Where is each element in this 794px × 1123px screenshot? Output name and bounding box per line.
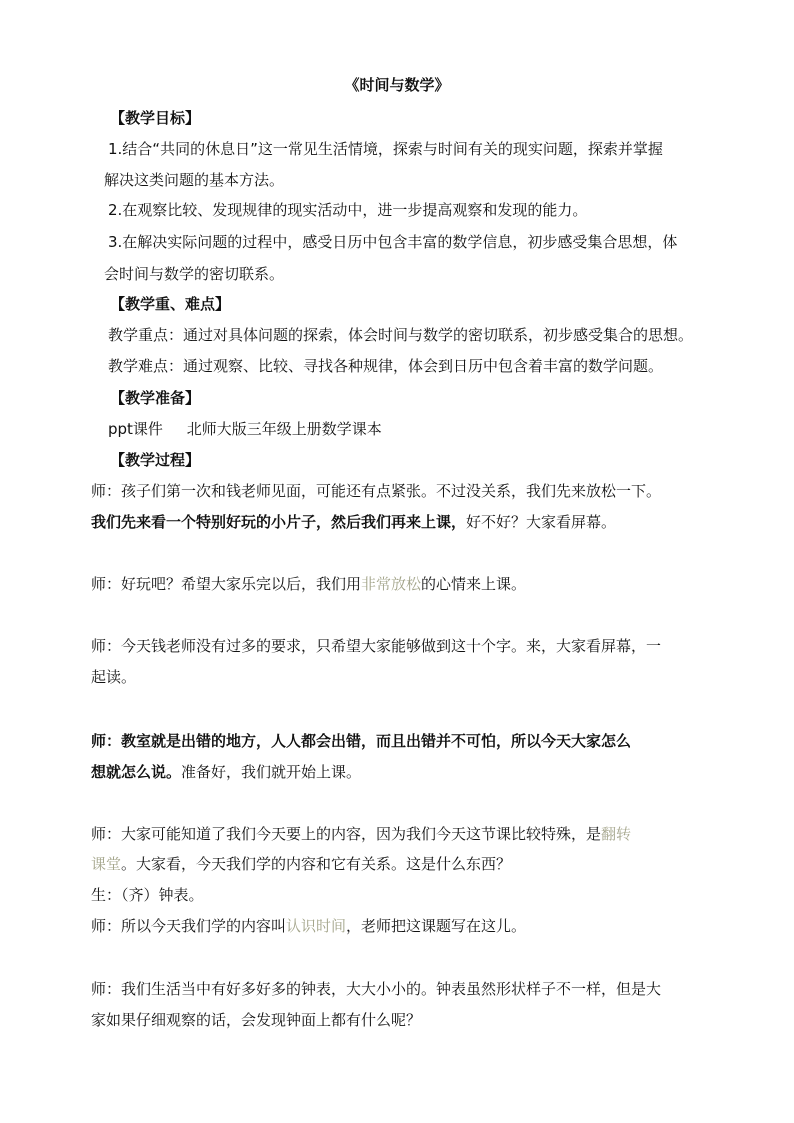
- student-line: 生：（齐）钟表。: [91, 886, 204, 904]
- objective-1-line-2: 解决这类问题的基本方法。: [104, 171, 285, 189]
- teacher-line-3-highlight: 非常放松: [361, 575, 422, 593]
- objective-1-line-1: 1.结合“共同的休息日”这一常见生活情境，探索与时间有关的现实问题，探索并掌握: [108, 140, 663, 158]
- teacher-line-4-row-2: 起读。: [91, 668, 137, 686]
- preparation-items: ppt课件 北师大版三年级上册数学课本: [108, 420, 382, 438]
- teacher-line-4-row-1: 师：今天钱老师没有过多的要求，只希望大家能够做到这十个字。来，大家看屏幕，一: [91, 637, 662, 655]
- teacher-line-3-part-a: 师：好玩吧？希望大家乐完以后，我们用: [91, 575, 362, 593]
- teacher-line-1: 师：孩子们第一次和钱老师见面，可能还有点紧张。不过没关系，我们先来放松一下。: [91, 482, 662, 500]
- teacher-line-6-highlight-b: 课堂: [91, 855, 122, 873]
- teacher-line-5-row-1: 师：教室就是出错的地方，人人都会出错，而且出错并不可怕，所以今天大家怎么: [91, 732, 632, 750]
- teacher-line-2: [91, 512, 616, 532]
- teacher-line-3: [91, 574, 526, 594]
- objective-2: 2.在观察比较、发现规律的现实活动中，进一步提高观察和发现的能力。: [108, 201, 588, 219]
- teacher-line-5-rest: 准备好，我们就开始上课。: [181, 763, 362, 781]
- teacher-line-3-part-b: 的心情来上课。: [421, 575, 527, 593]
- teacher-line-6-row-2: [91, 854, 511, 874]
- teacher-line-2-bold: 我们先来看一个特别好玩的小片子，然后我们再来上课，: [91, 513, 467, 531]
- process-heading: 【教学过程】: [110, 451, 201, 469]
- objective-3-line-1: 3.在解决实际问题的过程中，感受日历中包含丰富的数学信息，初步感受集合思想，体: [108, 233, 678, 251]
- teacher-line-6-row-1: [91, 824, 631, 844]
- teacher-line-7-highlight: 认识时间: [286, 917, 347, 935]
- teacher-line-7-part-b: ，老师把这课题写在这儿。: [346, 917, 527, 935]
- teacher-line-6-highlight-a: 翻转: [601, 825, 632, 843]
- teacher-line-8-row-2: 家如果仔细观察的话，会发现钟面上都有什么呢？: [91, 1011, 422, 1029]
- teacher-line-5-row-2: [91, 762, 361, 782]
- teacher-line-8-row-1: 师：我们生活当中有好多好多的钟表，大大小小的。钟表虽然形状样子不一样，但是大: [91, 980, 662, 998]
- teacher-line-2-rest: 好不好？大家看屏幕。: [466, 513, 617, 531]
- document-title: 《时间与数学》: [344, 76, 450, 94]
- key-point: 教学重点：通过对具体问题的探索，体会时间与数学的密切联系，初步感受集合的思想。: [108, 326, 694, 344]
- teacher-line-7-part-a: 师：所以今天我们学的内容叫: [91, 917, 287, 935]
- keypoints-heading: 【教学重、难点】: [110, 295, 231, 313]
- teacher-line-6-part-a: 师：大家可能知道了我们今天要上的内容，因为我们今天这节课比较特殊，是: [91, 825, 602, 843]
- objectives-heading: 【教学目标】: [110, 109, 201, 127]
- preparation-heading: 【教学准备】: [110, 389, 201, 407]
- difficult-point: 教学难点：通过观察、比较、寻找各种规律，体会到日历中包含着丰富的数学问题。: [108, 357, 664, 375]
- teacher-line-6-rest: 。大家看，今天我们学的内容和它有关系。这是什么东西？: [121, 855, 512, 873]
- teacher-line-7: [91, 916, 526, 936]
- teacher-line-5-bold: 想就怎么说。: [91, 763, 182, 781]
- objective-3-line-2: 会时间与数学的密切联系。: [104, 265, 285, 283]
